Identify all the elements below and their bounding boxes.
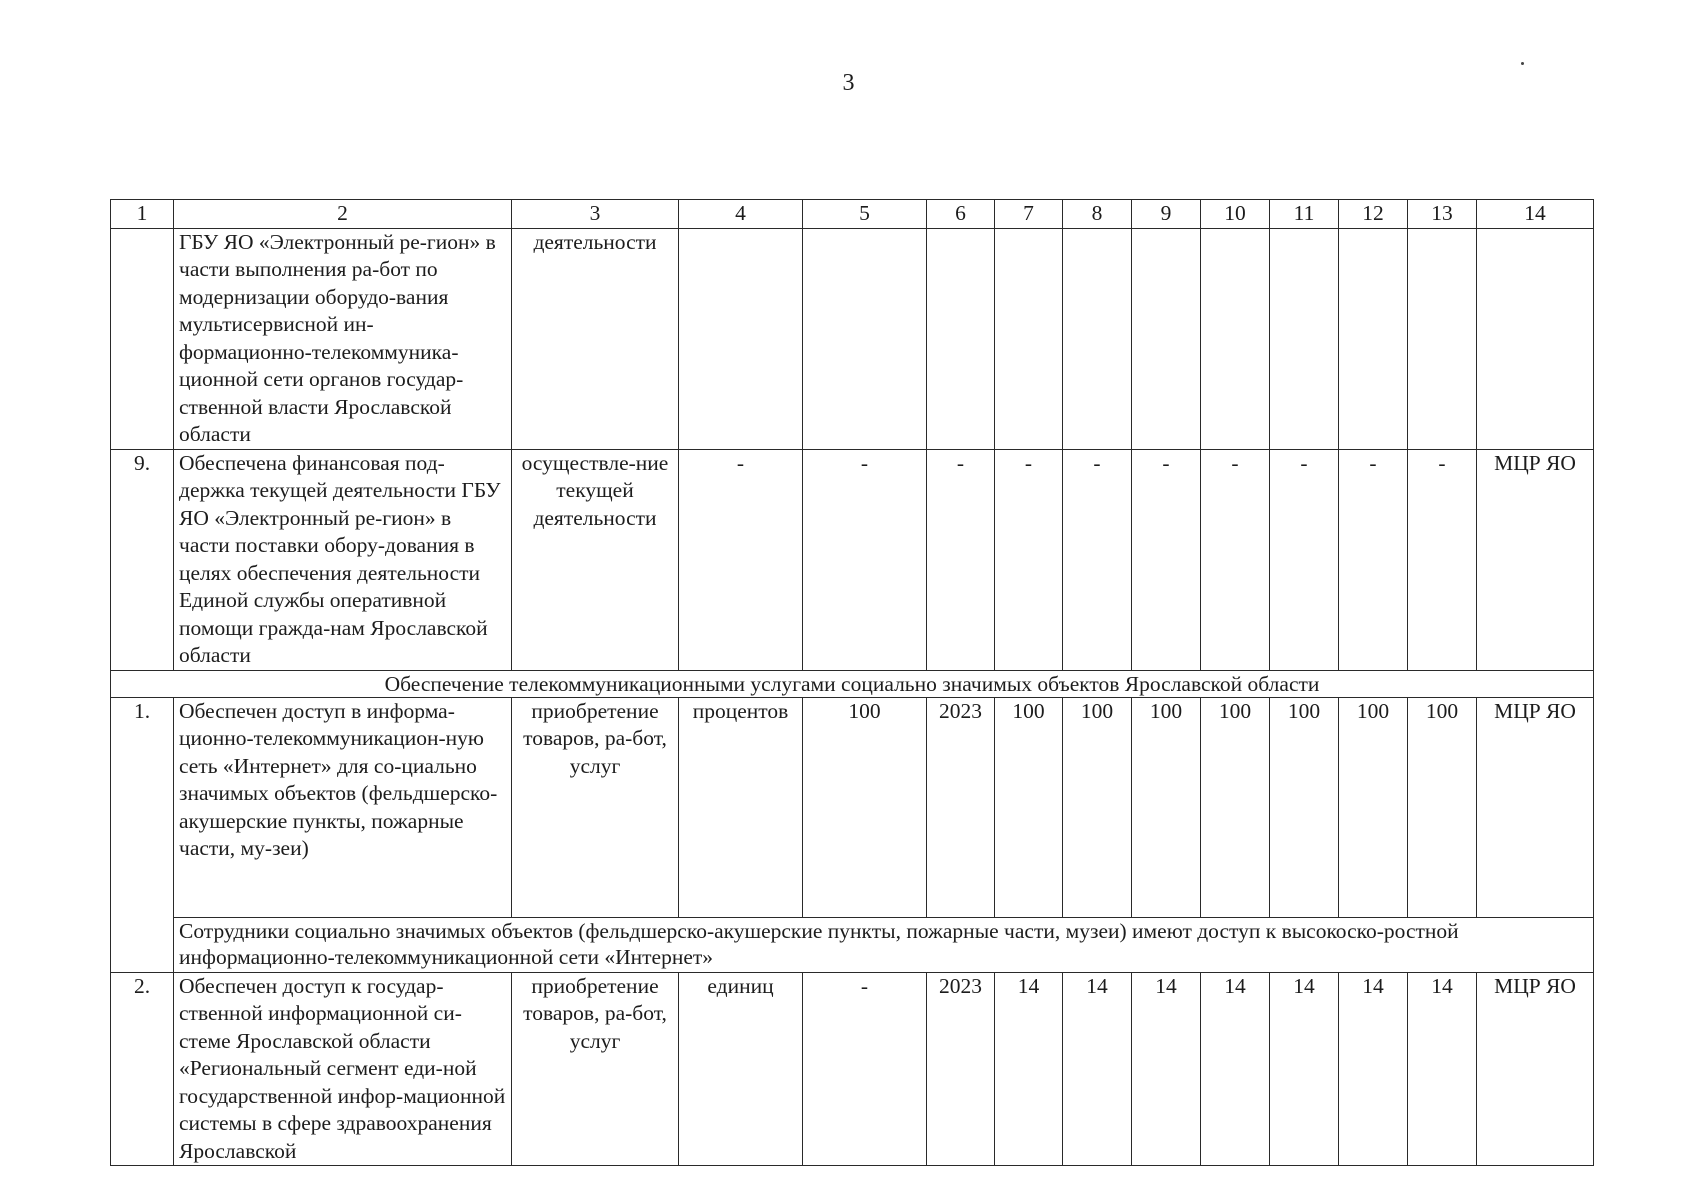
- empty-cell: [1408, 228, 1477, 449]
- result-name: Обеспечен доступ в информа-ционно-телекоммуникацион-ную сеть «Интернет» для со-циально значимых объектов (фельдшерско-акушерские пункты, пожарные части, му-зеи): [174, 697, 512, 917]
- col-header: 12: [1339, 200, 1408, 229]
- page-number: 3: [842, 70, 855, 96]
- empty-cell: [803, 228, 927, 449]
- value-cell: -: [995, 449, 1063, 670]
- col-header: 11: [1270, 200, 1339, 229]
- base-year-cell: -: [927, 449, 995, 670]
- responsible-cell: МЦР ЯО: [1477, 697, 1594, 917]
- empty-cell: [1339, 228, 1408, 449]
- value-cell: -: [1063, 449, 1132, 670]
- col-header: 4: [679, 200, 803, 229]
- value-cell: -: [1132, 449, 1201, 670]
- col-header: 9: [1132, 200, 1201, 229]
- value-cell: 14: [1339, 972, 1408, 1166]
- unit-cell: -: [679, 449, 803, 670]
- result-name: Обеспечена финансовая под-держка текущей деятельности ГБУ ЯО «Электронный ре-гион» в части поставки обору-дования в целях обеспечения деятельности Единой службы оперативной помощи гражда-нам Ярославской области: [174, 449, 512, 670]
- value-cell: 14: [995, 972, 1063, 1166]
- section-heading-row: [111, 670, 1594, 697]
- row-number: 9.: [111, 449, 174, 670]
- col-header: 7: [995, 200, 1063, 229]
- table-row-2: [111, 972, 1594, 1166]
- result-type: деятельности: [512, 228, 679, 449]
- result-type: осуществле-ние текущей деятельности: [512, 449, 679, 670]
- unit-cell: процентов: [679, 697, 803, 917]
- empty-cell: [1063, 228, 1132, 449]
- empty-cell: [1201, 228, 1270, 449]
- base-year-cell: 2023: [927, 972, 995, 1166]
- value-cell: 14: [1132, 972, 1201, 1166]
- value-cell: -: [1270, 449, 1339, 670]
- value-cell: 100: [1408, 697, 1477, 917]
- result-description-row: [111, 917, 1594, 972]
- base-value-cell: -: [803, 972, 927, 1166]
- scan-speck: [1521, 62, 1524, 65]
- col-header: 2: [174, 200, 512, 229]
- row-number: 1.: [111, 697, 174, 972]
- result-name: Обеспечен доступ к государ-ственной информационной си-стеме Ярославской области «Региональный сегмент еди-ной государственной инфор-мационной системы в сфере здравоохранения Ярославской: [174, 972, 512, 1166]
- section-title: Обеспечение телекоммуникационными услугами социально значимых объектов Ярославской области: [111, 670, 1594, 697]
- empty-cell: [927, 228, 995, 449]
- value-cell: -: [1339, 449, 1408, 670]
- value-cell: -: [1408, 449, 1477, 670]
- row-number: [111, 228, 174, 449]
- unit-cell: единиц: [679, 972, 803, 1166]
- value-cell: 14: [1201, 972, 1270, 1166]
- value-cell: 100: [995, 697, 1063, 917]
- base-value-cell: -: [803, 449, 927, 670]
- col-header: 8: [1063, 200, 1132, 229]
- result-name: ГБУ ЯО «Электронный ре-гион» в части выполнения ра-бот по модернизации оборудо-вания мультисервисной ин-формационно-телекоммуника-ционной сети органов государ-ственной власти Ярославской области: [174, 228, 512, 449]
- empty-cell: [1270, 228, 1339, 449]
- col-header: 1: [111, 200, 174, 229]
- value-cell: 100: [1201, 697, 1270, 917]
- value-cell: 100: [1270, 697, 1339, 917]
- col-header: 3: [512, 200, 679, 229]
- empty-cell: [995, 228, 1063, 449]
- empty-cell: [1132, 228, 1201, 449]
- col-header: 13: [1408, 200, 1477, 229]
- result-description: Сотрудники социально значимых объектов (фельдшерско-акушерские пункты, пожарные части, музеи) имеют доступ к высокоско-ростной информационно-телекоммуникационной сети «Интернет»: [174, 917, 1594, 972]
- col-header: 14: [1477, 200, 1594, 229]
- table-row-1: [111, 697, 1594, 917]
- row-number: 2.: [111, 972, 174, 1166]
- responsible-cell: МЦР ЯО: [1477, 972, 1594, 1166]
- col-header: 5: [803, 200, 927, 229]
- col-header: 6: [927, 200, 995, 229]
- value-cell: 100: [1132, 697, 1201, 917]
- result-type: приобретение товаров, ра-бот, услуг: [512, 972, 679, 1166]
- value-cell: 14: [1270, 972, 1339, 1166]
- value-cell: 14: [1063, 972, 1132, 1166]
- empty-cell: [679, 228, 803, 449]
- value-cell: 100: [1063, 697, 1132, 917]
- base-year-cell: 2023: [927, 697, 995, 917]
- value-cell: -: [1201, 449, 1270, 670]
- empty-cell: [1477, 228, 1594, 449]
- col-header: 10: [1201, 200, 1270, 229]
- value-cell: 14: [1408, 972, 1477, 1166]
- result-type: приобретение товаров, ра-бот, услуг: [512, 697, 679, 917]
- column-number-header-row: [111, 200, 1594, 229]
- table-row-9: [111, 449, 1594, 670]
- base-value-cell: 100: [803, 697, 927, 917]
- table-row-continuation: [111, 228, 1594, 449]
- indicators-table: [110, 199, 1594, 1166]
- responsible-cell: МЦР ЯО: [1477, 449, 1594, 670]
- value-cell: 100: [1339, 697, 1408, 917]
